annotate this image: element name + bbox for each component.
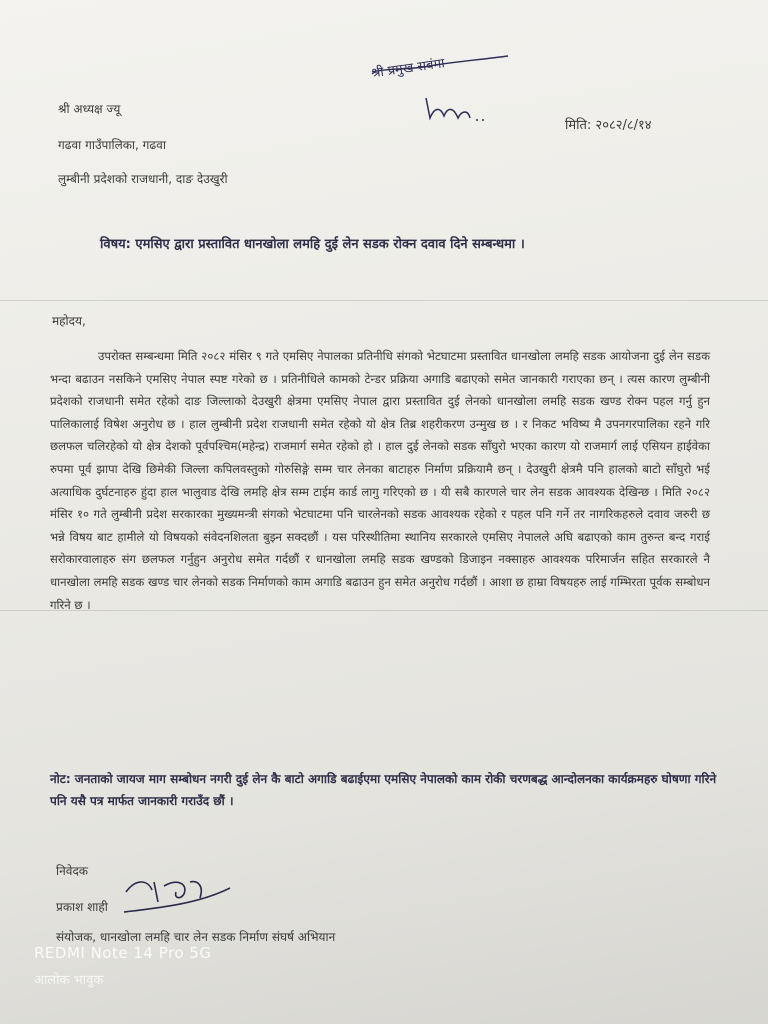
recipient-line-2: गढवा गाउँपालिका, गढवा [58,138,166,152]
handwritten-note-text: श्री प्रमुख सबंमा [370,56,446,82]
camera-watermark-owner: आलोक भावुक [34,973,104,988]
letter-body: उपरोक्त सम्बन्धमा मिति २०८२ मंसिर ९ गते एमसिए नेपालका प्रतिनीधि संगको भेटघाटमा प्रस्तावित धानखोला लमहि सडक आयोजना दुई लेन सडक भन्दा बढाउन नसकिने एमसिए नेपाल स्पष्ट गरेको छ । प्रतिनीधिले कामको टेन्डर प्रक्रिया अगाडि बढाएको समेत जानकारी गराएका छन् । त्यस कारण लुम्बीनी प्रदेशको राजधानी समेत रहेको दाङ जिल्लाको देउखुरी क्षेत्रमा एमसिए नेपाल द्वारा प्रस्तावित दुई लेनको धानखोला लमहि सडक खण्ड रोक्न पहल गर्नु हुन पालिकालाई विषेश अनुरोध छ । हाल लुम्बीनी प्रदेश राजधानी समेत रहेको यो क्षेत्र तिब्र शहरीकरण उन्मुख छ । र निकट भविष्य मै उपनगरपालिका रहने गरि छलफल चलिरहेको यो क्षेत्र देशको पूर्वपश्चिम(महेन्द्र) राजमार्ग समेत रहेको हो । हाल दुई लेनको सडक साँघुरो भएका कारण यो राजमार्ग लाई एसियन हाईवेका रुपमा पूर्व झापा देखि छिमेकी जिल्ला कपिलवस्तुको गोरुसिङ्गे सम्म चार लेनका बाटाहरु निर्माण प्रक्रियामै छन् । देउखुरी क्षेत्रमै पनि हालको बाटो साँघुरो भई अत्याधिक दुर्घटनाहरु हुंदा हाल भालुवाड देखि लमहि क्षेत्र सम्म टाईम कार्ड लागु गरिएको छ । यी सबै कारणले चार लेन सडक आवश्यक देखिन्छ । मिति २०८२ मंसिर १० गते लुम्बीनी प्रदेश सरकारका मुख्यमन्त्री संगको भेटघाटमा पनि चारलेनको सडक आवश्यक रहेको र पहल पनि गर्ने तर नागरिकहरुले दवाव जरुरी छ भन्ने विषय बाट हामीले यो विषयको संवेदनशिलता बुझ्न सक्दछौं । यस परिस्थीतिमा स्थानिय सरकारले एमसिए नेपालले अघि बढाएको काम तुरुन्त बन्द गराई सरोकारवालाहरु संग छलफल गर्नुहुन अनुरोध समेत गर्दछौं र धानखोला लमहि सडक खण्डको डिजाइन नक्साहरु आवश्यक परिमार्जन सहित सरकारले नै धानखोला लमहि सडक खण्ड चार लेनको सडक निर्माणको काम अगाडि बढाउन हुन समेत अनुरोध गर्दछौं । आशा छ हाम्रा विषयहरु लाई गम्भिरता पूर्वक सम्बोधन गरिने छ । [50,349,710,612]
paper-fold [0,300,768,301]
signature [118,868,238,928]
closing: निवेदक [56,864,89,878]
salutation: महोदय, [52,314,86,328]
letter-date: मिति: २०८२/८/१४ [565,118,652,133]
initials-mark [422,88,502,128]
letter-note: नोट: जनताको जायज माग सम्बोधन नगरी दुई लेन कै बाटो अगाडि बढाईएमा एमसिए नेपालको काम रोकी चरणबद्ध आन्दोलनका कार्यक्रमहरु घोषणा गरिने पनि यसै पत्र मार्फत जानकारी गराउँद छौं । [50,772,717,808]
letter-subject: विषय: एमसिए द्वारा प्रस्तावित धानखोला लमहि दुई लेन सडक रोक्न दवाव दिने सम्बन्धमा । [100,237,525,252]
recipient-line-1: श्री अध्यक्ष ज्यू [58,102,121,116]
signer-name: प्रकाश शाही [56,900,108,914]
camera-watermark-device: REDMI Note 14 Pro 5G [34,944,212,962]
signer-role: संयोजक, धानखोला लमहि चार लेन सडक निर्माण संघर्ष अभियान [56,930,336,944]
handwritten-note [368,30,518,90]
recipient-line-3: लुम्बीनी प्रदेशको राजधानी, दाङ देउखुरी [58,172,228,186]
